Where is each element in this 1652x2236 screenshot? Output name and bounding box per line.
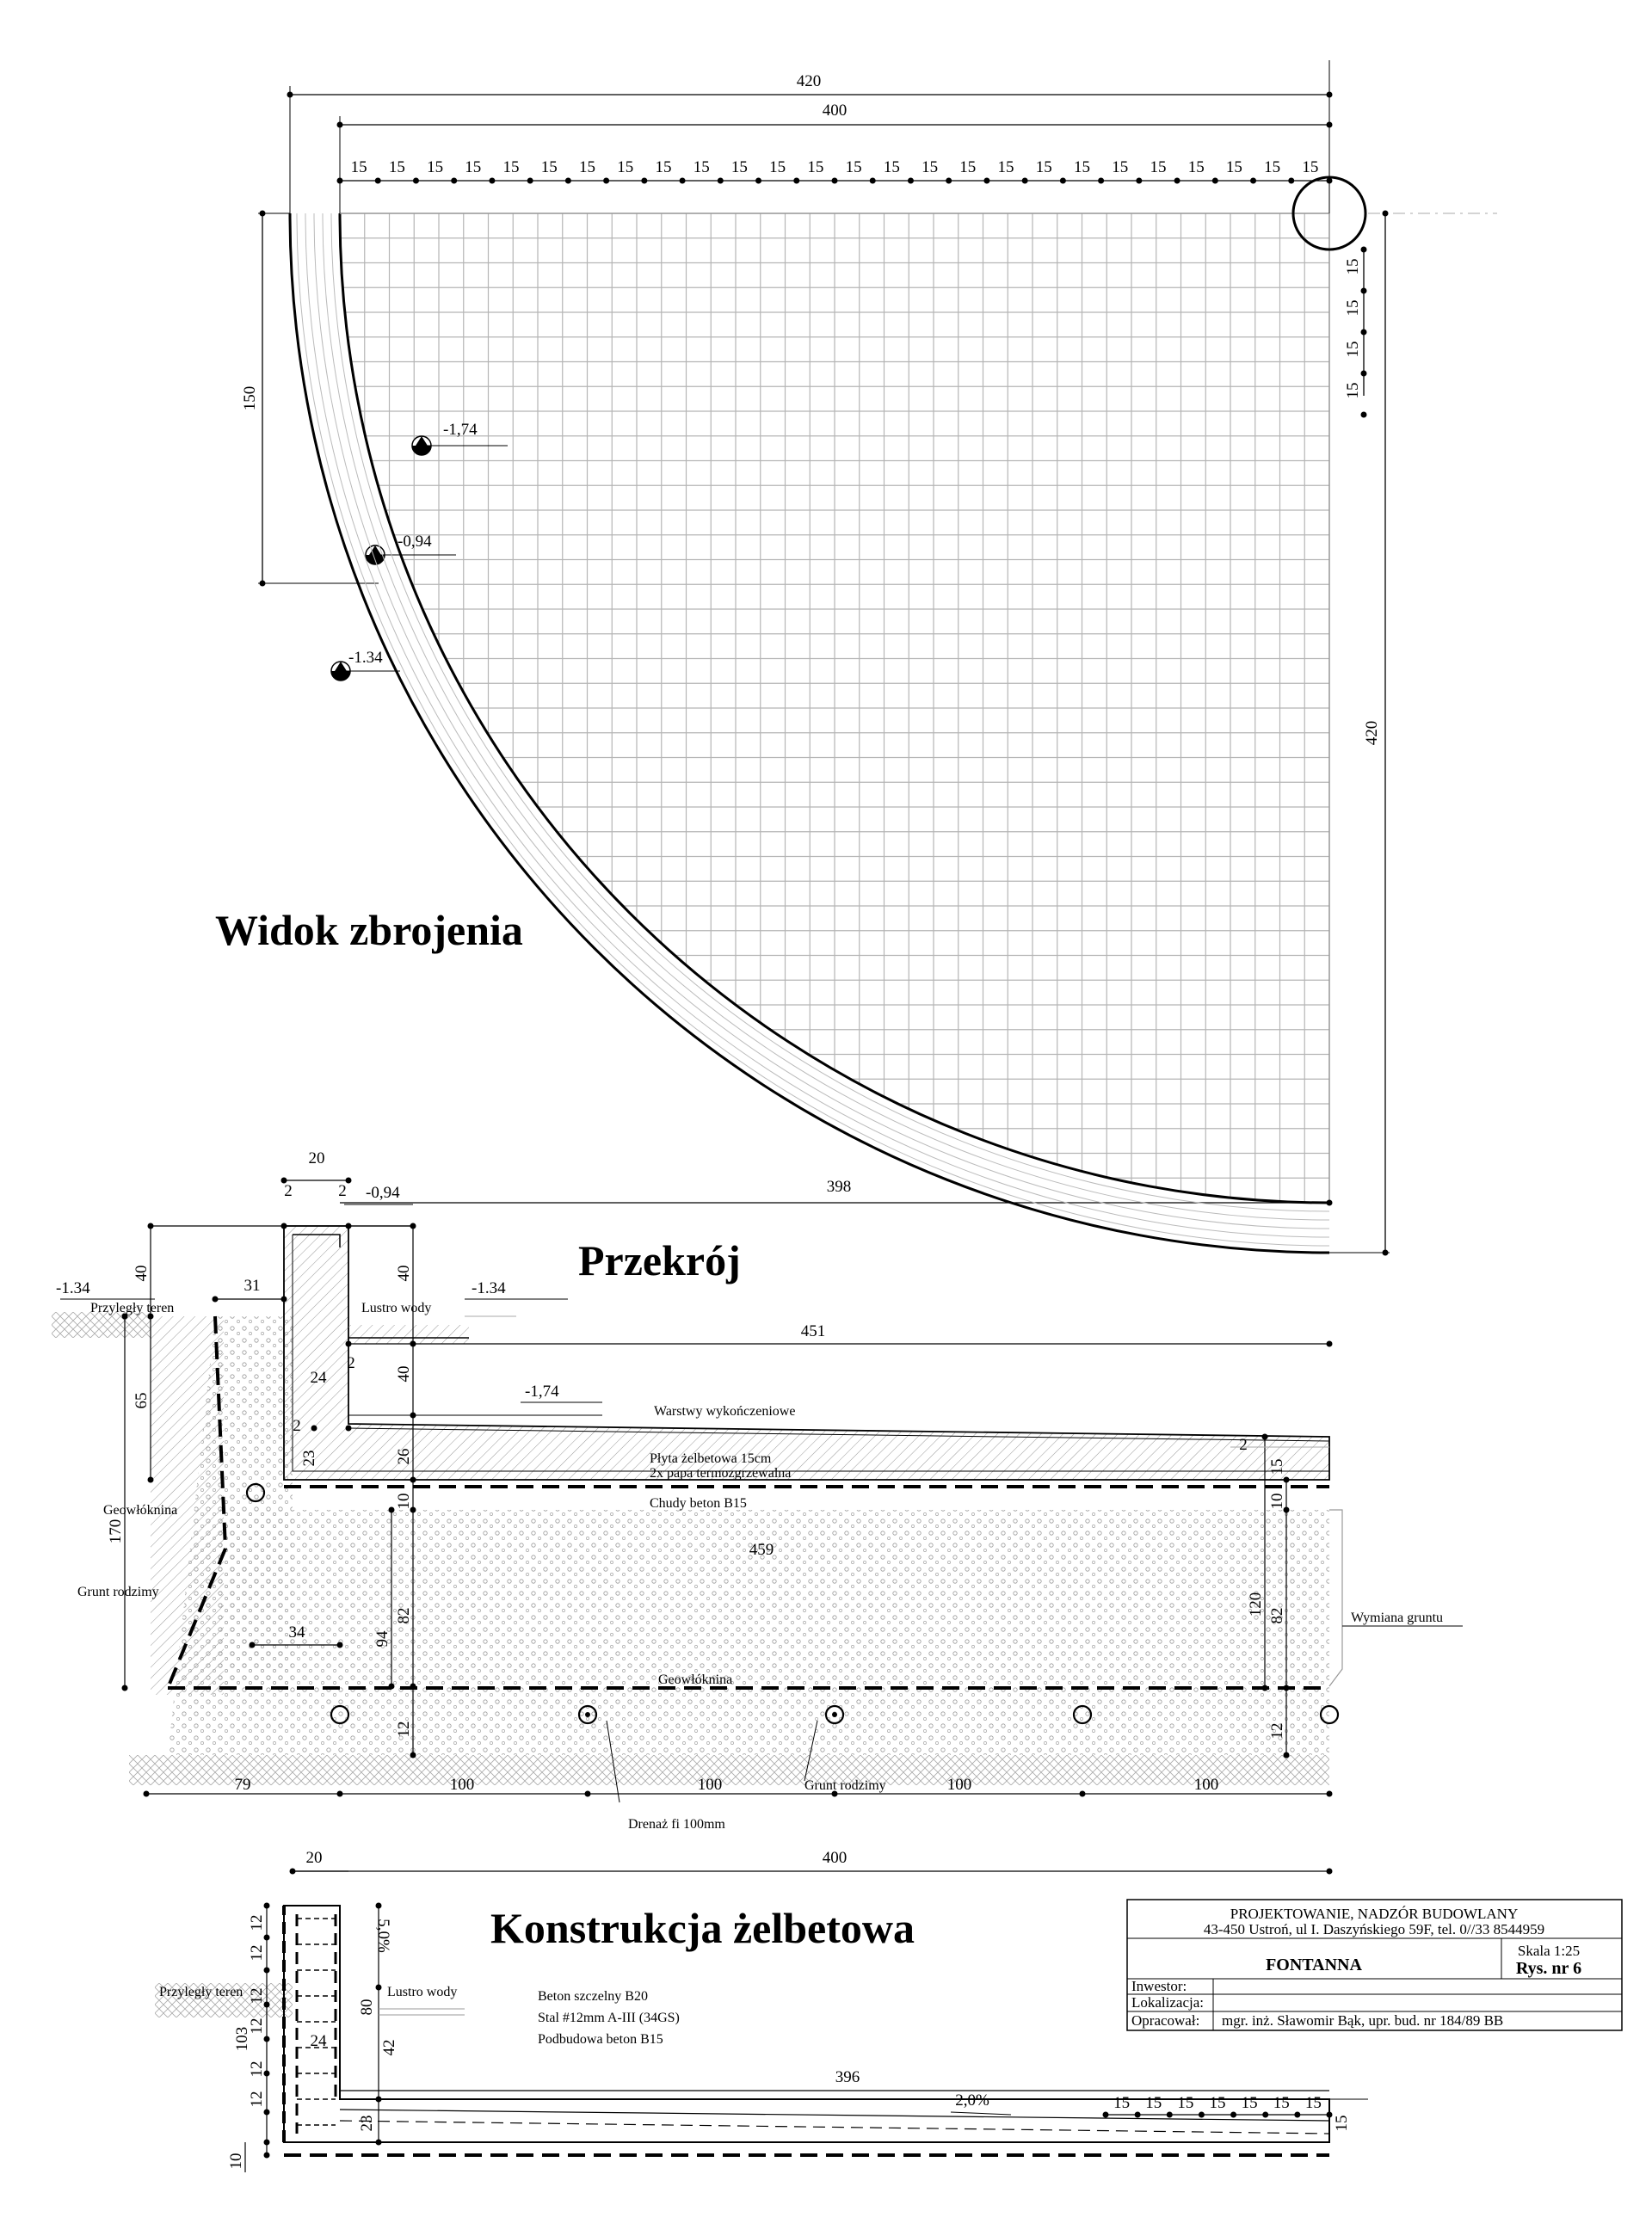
rebar-spacing-label: 15 (769, 158, 786, 176)
sec-dim-65: 65 (133, 1392, 151, 1409)
dim-tick (148, 1223, 154, 1229)
dim-tick (489, 178, 495, 184)
ring-rebar (314, 213, 1329, 1229)
dim-tick (410, 1413, 416, 1419)
dim-tick (565, 178, 571, 184)
sec-dim-26: 26 (395, 1448, 413, 1465)
dim-tick (1080, 1791, 1086, 1797)
dim-tick (983, 178, 989, 184)
rebar-spacing-label: 15 (730, 158, 748, 176)
spec-line-1: Beton szczelny B20 (538, 1989, 648, 2004)
label-geowloknina-1: Geowłóknina (103, 1503, 178, 1518)
sec-level-134a: -1.34 (56, 1279, 90, 1297)
dim-tick (1284, 1477, 1290, 1483)
dim-tick (1327, 1791, 1333, 1797)
sec-dim-82a: 82 (395, 1607, 413, 1624)
title-przekroj: Przekrój (578, 1236, 741, 1284)
dim-tick (346, 1426, 352, 1432)
sec-dim-31: 31 (243, 1277, 261, 1295)
tb-location-label: Lokalizacja: (1131, 1994, 1205, 2011)
dim-tick (1361, 412, 1367, 418)
con-dim-103: 103 (233, 2026, 251, 2052)
dim-tick (281, 1297, 287, 1303)
label-wymiana-gruntu: Wymiana gruntu (1351, 1611, 1444, 1625)
dim-tick (410, 1223, 416, 1229)
dim-tick (281, 1223, 287, 1229)
dim-tick (311, 1426, 317, 1432)
sec-dim-120: 120 (1247, 1592, 1265, 1617)
dim-tick (1288, 178, 1294, 184)
con-dim-80: 80 (358, 1999, 376, 2016)
dim-inner-width: 400 (822, 102, 848, 120)
dim-tick (264, 1935, 270, 1941)
rebar-spacing-label: 15 (845, 158, 862, 176)
rebar-spacing-label: 15 (1264, 158, 1281, 176)
dim-tick (1327, 1341, 1333, 1347)
tb-company: PROJEKTOWANIE, NADZÓR BUDOWLANY (1230, 1906, 1519, 1922)
spec-line-3: Podbudowa beton B15 (538, 2032, 663, 2047)
dim-tick (1361, 371, 1367, 377)
dim-tick (451, 178, 457, 184)
rebar-spacing-label: 15 (1302, 158, 1319, 176)
con-dim-400: 400 (822, 1849, 848, 1867)
plan-view (215, 60, 1497, 1256)
dim-tick (718, 178, 724, 184)
dim-tick (1262, 2112, 1268, 2118)
dim-tick (1060, 178, 1066, 184)
rebar-spacing-label: 15 (617, 158, 634, 176)
dim-tick (389, 1507, 395, 1513)
rebar-spacing-label-right: 15 (1344, 299, 1362, 317)
rebar-spacing-label: 15 (922, 158, 939, 176)
dim-tick (1136, 178, 1142, 184)
dim-tick (1098, 178, 1104, 184)
label-grunt-rodzimy-1: Grunt rodzimy (77, 1585, 159, 1599)
sec-dim-100a: 100 (449, 1776, 475, 1794)
sec-dim-100c: 100 (946, 1776, 972, 1794)
sec-dim-40a: 40 (133, 1265, 151, 1282)
dim-tick (122, 1685, 128, 1691)
con-dim-10: 10 (227, 2153, 245, 2170)
con-dim-15-right: 15 (1333, 2115, 1351, 2132)
rebar-spacing-label: 15 (693, 158, 710, 176)
rebar-spacing-label: 15 (959, 158, 977, 176)
sec-level-134b: -1.34 (472, 1279, 506, 1297)
dim-tick (410, 1752, 416, 1759)
label-przylegly-teren: Przyległy teren (90, 1301, 175, 1315)
section-view (52, 1149, 1463, 1832)
sec-dim-12a: 12 (395, 1721, 413, 1738)
sec-dim-2e: 2 (1239, 1436, 1248, 1454)
sec-dim-79: 79 (234, 1776, 251, 1794)
rebar-spacing-label: 15 (502, 158, 520, 176)
dim-tick (337, 1791, 343, 1797)
level-marker-3 (331, 649, 400, 681)
sec-dim-23: 23 (300, 1450, 318, 1467)
dim-tick (1262, 1434, 1268, 1440)
dim-tick (1361, 247, 1367, 253)
dim-tick (1284, 1752, 1290, 1759)
dim-tick (946, 178, 952, 184)
dim-tick (527, 178, 533, 184)
rebar-spacing-label: 15 (540, 158, 558, 176)
rebar-spacing-label: 15 (427, 158, 444, 176)
dim-tick (1284, 1685, 1290, 1691)
dim-tick (376, 1985, 382, 1991)
rebar-spacing-label: 15 (807, 158, 824, 176)
con-slope-wall: 5,0% (374, 1919, 392, 1953)
dim-tick (603, 178, 609, 184)
sec-dim-2b: 2 (338, 1182, 347, 1200)
label-geowloknina-2: Geowłóknina (658, 1672, 733, 1687)
dim-tick (1250, 178, 1256, 184)
dim-tick (337, 1642, 343, 1648)
tb-scale: Skala 1:25 (1517, 1943, 1581, 1959)
dim-tick (1327, 2112, 1333, 2118)
dim-tick (413, 178, 419, 184)
sec-dim-100b: 100 (697, 1776, 723, 1794)
con-spacing-label: 15 (1209, 2094, 1226, 2112)
con-label-lustro: Lustro wody (387, 1985, 458, 1999)
svg-text:-1,74: -1,74 (443, 421, 478, 439)
con-dim-12d: 12 (248, 2017, 266, 2035)
con-spacing-label: 15 (1241, 2094, 1258, 2112)
dim-tick (1212, 178, 1218, 184)
dim-tick (870, 178, 876, 184)
sec-dim-100d: 100 (1193, 1776, 1219, 1794)
sec-level-174: -1,74 (525, 1383, 559, 1401)
ring-rebar (323, 213, 1329, 1220)
con-spacing-label: 15 (1145, 2094, 1162, 2112)
tb-author-label: Opracował: (1131, 2012, 1200, 2029)
tb-investor-label: Inwestor: (1131, 1978, 1187, 1994)
sec-dim-10b: 10 (1268, 1493, 1286, 1510)
rebar-spacing-label: 15 (1225, 158, 1242, 176)
label-warstwy: Warstwy wykończeniowe (654, 1404, 796, 1419)
dim-tick (410, 1341, 416, 1347)
dim-tick (213, 1297, 219, 1303)
rebar-spacing-label: 15 (579, 158, 595, 176)
label-drenaz: Drenaż fi 100mm (628, 1817, 725, 1832)
sec-dim-40b: 40 (395, 1265, 413, 1282)
level-marker-1 (412, 421, 508, 455)
svg-text:-1.34: -1.34 (348, 649, 383, 667)
title-widok-zbrojenia: Widok zbrojenia (215, 906, 523, 954)
dim-tick (148, 1477, 154, 1483)
sec-dim-12b: 12 (1268, 1722, 1286, 1740)
dim-outer-width: 420 (796, 72, 822, 90)
dim-left-height: 150 (241, 385, 259, 411)
label-grunt-rodzimy-2: Grunt rodzimy (804, 1778, 886, 1793)
con-spacing-label: 15 (1273, 2094, 1290, 2112)
tb-sheet: Rys. nr 6 (1515, 1959, 1582, 1978)
tb-author: mgr. inż. Sławomir Bąk, upr. bud. nr 184/89 BB (1222, 2012, 1504, 2029)
con-dim-23: 23 (358, 2115, 376, 2132)
dim-tick (1230, 2112, 1236, 2118)
dim-tick (832, 178, 838, 184)
rebar-spacing-label: 15 (388, 158, 405, 176)
sec-dim-24: 24 (310, 1369, 327, 1387)
spec-line-2: Stal #12mm A-III (34GS) (538, 2011, 680, 2025)
ring-rebar (331, 213, 1329, 1211)
sec-dim-94: 94 (373, 1630, 391, 1648)
ring-rebar (305, 213, 1329, 1237)
rebar-spacing-label: 15 (883, 158, 900, 176)
dim-tick (1135, 2112, 1141, 2118)
lean-concrete (219, 1510, 1329, 1686)
dim-tick (680, 178, 686, 184)
dim-tick (144, 1791, 150, 1797)
wall-section (284, 1226, 1329, 1480)
title-konstrukcja: Konstrukcja żelbetowa (490, 1904, 915, 1952)
dim-tick (264, 1903, 270, 1909)
dim-tick (376, 2140, 382, 2146)
rebar-spacing-label: 15 (465, 158, 482, 176)
dim-tick (1199, 2112, 1205, 2118)
dim-tick (1262, 1685, 1268, 1691)
tb-address: 43-450 Ustroń, ul I. Daszyńskiego 59F, tel. 0//33 8544959 (1203, 1921, 1545, 1937)
dim-tick (793, 178, 799, 184)
sec-dim-2c: 2 (347, 1354, 355, 1372)
dim-tick (376, 2097, 382, 2103)
rebar-spacing-label: 15 (997, 158, 1014, 176)
rebar-spacing-labels (351, 158, 1319, 176)
sec-dim-2d: 2 (293, 1417, 301, 1435)
dim-tick (264, 1968, 270, 1974)
sec-dim-10a: 10 (395, 1493, 413, 1510)
dim-tick (410, 1477, 416, 1483)
con-spacing-label: 15 (1304, 2094, 1322, 2112)
rebar-spacing-label: 15 (655, 158, 672, 176)
sec-dim-451: 451 (800, 1322, 826, 1340)
dim-tick (641, 178, 647, 184)
dim-tick (264, 2110, 270, 2116)
dim-tick (264, 2036, 270, 2042)
dim-tick (250, 1642, 256, 1648)
dim-tick (1361, 330, 1367, 336)
dim-tick (1167, 2112, 1173, 2118)
rebar-spacing-label: 15 (1074, 158, 1090, 176)
sec-dim-459: 459 (749, 1541, 774, 1559)
dim-tick (1103, 2112, 1109, 2118)
rebar-spacing-label-right: 15 (1344, 341, 1362, 358)
dim-tick (1327, 178, 1333, 184)
dim-tick (389, 1684, 395, 1690)
con-dim-24: 24 (310, 2032, 327, 2050)
con-spacing-label: 15 (1177, 2094, 1194, 2112)
con-label-przylegly: Przyległy teren (159, 1985, 243, 1999)
dim-tick (755, 178, 761, 184)
sec-dim-82b: 82 (1268, 1607, 1286, 1624)
con-dim-20: 20 (305, 1849, 323, 1867)
svg-text:-0,94: -0,94 (398, 533, 432, 551)
con-dim-12f: 12 (248, 2091, 266, 2108)
label-lustro-wody: Lustro wody (361, 1301, 432, 1315)
sec-dim-20: 20 (308, 1149, 325, 1167)
dim-tick (346, 1341, 352, 1347)
ring-rebar (297, 213, 1329, 1246)
dim-right-height: 420 (1363, 720, 1381, 746)
label-chudy-beton: Chudy beton B15 (650, 1496, 747, 1511)
sec-dim-34: 34 (288, 1623, 305, 1642)
dim-chord: 398 (826, 1178, 852, 1196)
rebar-spacing-label: 15 (1187, 158, 1205, 176)
con-dim-12e: 12 (248, 2060, 266, 2078)
sec-dim-2a: 2 (284, 1182, 293, 1200)
dim-tick (1361, 288, 1367, 294)
dim-tick (585, 1791, 591, 1797)
label-plyta: Płyta żelbetowa 15cm (650, 1451, 772, 1466)
sec-dim-15: 15 (1268, 1458, 1286, 1475)
dim-tick (410, 1684, 416, 1690)
rebar-spacing-label: 15 (1035, 158, 1052, 176)
rebar-spacing-label: 15 (350, 158, 367, 176)
dim-tick (346, 1223, 352, 1229)
rebar-spacing-label-right: 15 (1344, 258, 1362, 275)
dim-tick (908, 178, 914, 184)
tb-project: FONTANNA (1266, 1956, 1362, 1974)
con-dim-12c: 12 (248, 1987, 266, 2005)
title-block (1127, 1900, 1622, 2030)
dim-tick (1022, 178, 1028, 184)
dim-tick (264, 2153, 270, 2159)
rebar-spacing-label: 15 (1150, 158, 1167, 176)
dim-tick (264, 2140, 270, 2146)
con-dim-42: 42 (380, 2039, 398, 2056)
dim-tick (376, 1903, 382, 1909)
dim-tick (337, 178, 343, 184)
rebar-grid (340, 213, 1329, 1203)
label-papa: 2x papa termozgrzewalna (650, 1466, 792, 1481)
con-dim-396: 396 (835, 2068, 860, 2086)
sec-level-094: -0,94 (366, 1184, 400, 1202)
sec-dim-40c: 40 (395, 1365, 413, 1383)
con-dim-12b: 12 (248, 1944, 266, 1962)
dim-tick (1174, 178, 1180, 184)
rebar-spacing-label-right: 15 (1344, 382, 1362, 399)
dim-tick (1294, 2112, 1300, 2118)
con-spacing-label: 15 (1113, 2094, 1131, 2112)
con-slope-slab: 2,0% (955, 2091, 989, 2110)
rebar-spacing-label: 15 (1112, 158, 1129, 176)
sec-dim-170: 170 (107, 1518, 125, 1544)
con-dim-12a: 12 (248, 1914, 266, 1931)
dim-tick (375, 178, 381, 184)
